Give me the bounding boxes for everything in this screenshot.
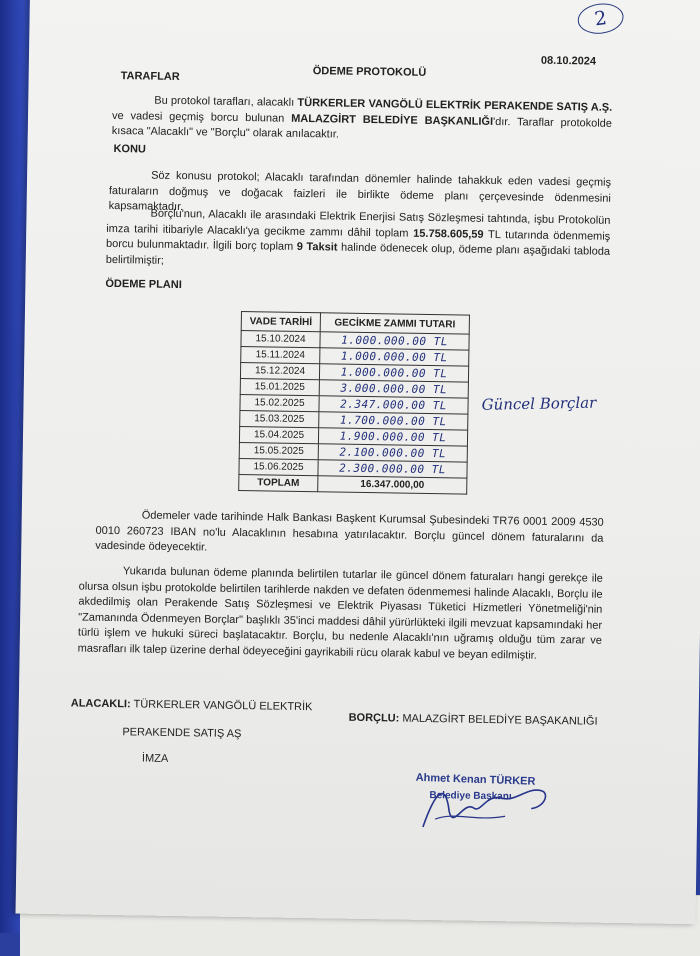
borclu-name: MALAZGİRT BELEDİYE BAŞKANLIĞI [291,112,494,128]
alacakli-signature-block [71,697,313,713]
taraflar-heading: TARAFLAR [120,70,180,84]
amount-cell: 2.100.000.00 TL [318,444,467,462]
amount-cell: 2.347.000.00 TL [319,396,468,414]
col-late-fee-amount: GECİKME ZAMMI TUTARI [320,313,469,334]
installment-count: 9 Taksit [296,240,338,254]
total-label: TOPLAM [239,475,318,492]
konu-paragraph-2 [106,206,611,276]
document-title: ÖDEME PROTOKOLÜ [312,65,427,79]
due-date-cell: 15.03.2025 [240,411,319,428]
amount-cell: 3.000.000.00 TL [319,380,468,398]
stamp-title: Belediye Başkanı [429,790,512,803]
handwritten-signature [415,771,566,837]
table-body [239,331,469,479]
alacakli-label: ALACAKLI: [70,697,131,711]
col-due-date: VADE TARİHİ [241,312,320,332]
amount-cell: 1.900.000.00 TL [318,428,467,446]
konu-text-2c: halinde ödenecek olup, ödeme planı aşağıdaki tabloda belirtilmiştir; [105,241,611,267]
total-value: 16.347.000,00 [318,476,467,494]
borclu-value: MALAZGİRT BELEDİYE BAŞAKANLIĞI [399,712,598,728]
due-date-cell: 15.04.2025 [239,427,318,444]
imza-label: İMZA [141,752,169,765]
due-date-cell: 15.05.2025 [239,443,318,460]
borclu-signature-block [349,712,598,728]
total-debt: 15.758.605,59 [413,227,484,241]
amount-cell: 1.000.000.00 TL [319,364,468,382]
due-date-cell: 15.01.2025 [240,379,319,396]
alacakli-line2: PERAKENDE SATIŞ AŞ [122,726,242,741]
due-date-cell: 15.11.2024 [241,347,320,364]
konu-text-2a: Borçlu'nun, Alacaklı ile arasındaki Elektrik Enerjisi Satış Sözleşmesi tahtında, işbu Protokolün imza tarihi itibariyle Alacaklı'ya gecikme zammı dâhil toplam [106,207,611,240]
payment-plan-heading: ÖDEME PLANI [105,277,182,292]
document-page [16,0,700,924]
taraflar-paragraph [112,93,613,147]
alacakli-name: TÜRKERLER VANGÖLÜ ELEKTRİK PERAKENDE SATIŞ A.Ş. [297,96,613,114]
alacakli-line1: TÜRKERLER VANGÖLÜ ELEKTRİK [130,698,313,714]
konu-heading: KONU [113,142,147,156]
stamp-name: Ahmet Kenan TÜRKER [415,771,536,788]
handwritten-page-number: 2 [576,1,625,36]
penalty-paragraph: Yukarıda bulunan ödeme planında belirtilen tutarlar ile güncel dönem faturaları hangi gerekçe ile olursa olsun işbu protokolde belirtilen tarihlerde nakden ve defaten ödenmemesi halinde Alacaklı, Borçlu ile akdedilmiş olan Perakende Satış Sözleşmesi ve Elektrik Piyasası Tüketici Hizmetleri Yönetmeliği'nin "Zamanında Ödenmeyen Borçlar" başlıklı 35'inci maddesi dâhil yürürlükteki ilgili mevzuat kapsamındaki her türlü işlem ve hukuki süreci başlatacaktır. Borçlu, bu nedenle Alacaklı'nın uğramış olduğu tüm zarar ve masrafları ilk talep üzerine derhal ödeyeceğini gayrikabili rücu olarak kabul ve beyan edilmiştir. [77,565,603,662]
due-date-cell: 15.06.2025 [239,459,318,476]
payment-plan-table [238,311,470,495]
payment-paragraph: Ödemeler vade tarihinde Halk Bankası Başkent Kurumsal Şubesindeki TR76 0001 2009 4530 0010 260723 IBAN no'lu Alacaklının hesabına yatırılacaktır. Borçlu güncel dönem faturalarını da vadesinde ödeyecektir. [95,509,604,554]
document-date: 08.10.2024 [540,54,597,68]
due-date-cell: 15.02.2025 [240,395,319,412]
amount-cell: 1.000.000.00 TL [320,348,469,366]
due-date-cell: 15.12.2024 [240,363,319,380]
taraflar-text-2: ve vadesi geçmiş borcu bulunan [111,109,292,125]
taraflar-text-3: 'dır. Taraflar protokolde kısaca "Alacaklı" ve "Borçlu" olarak anılacaktır. [111,115,613,141]
handwritten-note: Güncel Borçlar [481,393,597,414]
amount-cell: 1.700.000.00 TL [319,412,468,430]
konu-text-2b: TL tutarında ödenmemiş borcu bulunmaktadır. İlgili borç toplam [105,228,611,253]
taraflar-text-1: Bu protokol tarafları, alacaklı [154,94,298,109]
table-total-row [239,475,467,495]
amount-cell: 1.000.000.00 TL [320,332,469,350]
konu-paragraph-1: Söz konusu protokol; Alacaklı tarafından dönemler halinde tahakkuk eden vadesi geçmiş faturaların doğmuş ve doğacak faizleri ile birlikte ödeme planı çerçevesinde ödenmesini kapsamaktadır. [108,169,612,214]
borclu-label: BORÇLU: [348,711,400,725]
due-date-cell: 15.10.2024 [241,331,320,348]
amount-cell: 2.300.000.00 TL [318,460,467,478]
